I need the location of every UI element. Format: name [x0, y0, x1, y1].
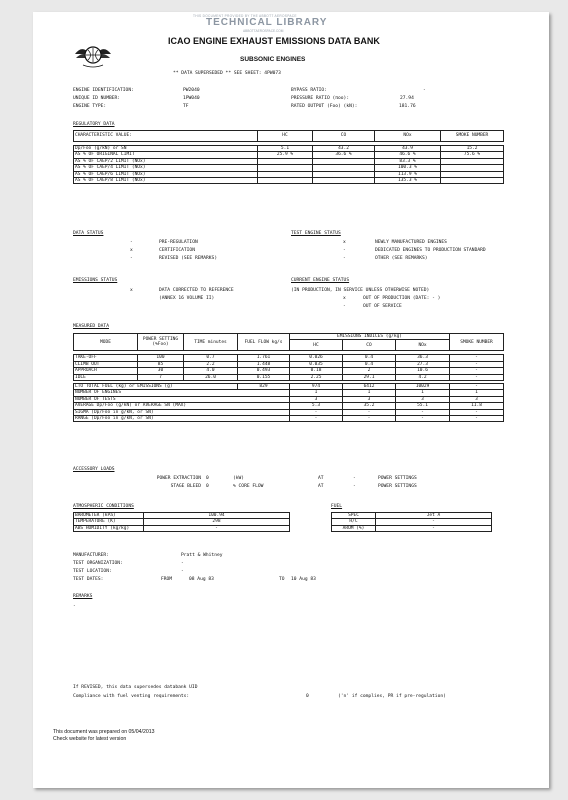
watermark-line1: THIS DOCUMENT PROVIDED BY THE ABBOTT AEROSPACE	[193, 14, 297, 18]
measured-value: 2.25	[290, 374, 343, 380]
summary-label: NUMBER OF ENGINES	[74, 390, 290, 396]
uid-label: UNIQUE ID NUMBER:	[73, 96, 121, 101]
measured-value: 85	[138, 361, 184, 367]
measured-mode: TAKE-OFF	[74, 355, 138, 361]
current-engine-status-heading: CURRENT ENGINE STATUS	[291, 278, 350, 283]
status-mark: x	[343, 296, 346, 301]
status-mark: x	[343, 240, 346, 245]
measured-header-smoke: SMOKE NUMBER	[450, 334, 504, 351]
measured-header-nox: NOx	[396, 340, 450, 351]
manufacturer-label: MANUFACTURER:	[73, 553, 109, 558]
fuel-value: -	[376, 525, 492, 531]
regulatory-value: 36.6 %	[313, 152, 375, 158]
manufacturer-value: Pratt & Whitney	[181, 553, 223, 558]
measured-value: 0.035	[290, 361, 343, 367]
test-location-value: -	[181, 569, 184, 574]
accessory-field: AT	[318, 484, 324, 489]
current-engine-status-line1: (IN PRODUCTION, IN SERVICE UNLESS OTHERWISE NOTED)	[291, 288, 430, 293]
measured-mode-rows	[74, 355, 504, 381]
rated-output-value: 181.76	[399, 104, 416, 109]
measured-value: 0.4	[343, 361, 396, 367]
superseded-sheet: 4PW073	[264, 71, 281, 76]
page-title: ICAO ENGINE EXHAUST EMISSIONS DATA BANK	[168, 36, 380, 46]
status-text: DEDICATED ENGINES TO PRODUCTION STANDARD	[375, 248, 486, 253]
measured-value: 2	[343, 368, 396, 374]
regulatory-header-co: CO	[313, 131, 375, 142]
regulatory-value: 43.9	[375, 146, 441, 152]
atmospheric-table	[73, 512, 290, 532]
test-engine-status-heading: TEST ENGINE STATUS	[291, 231, 341, 236]
summary-value: 55.1	[396, 403, 450, 409]
remarks-heading: REMARKS	[73, 594, 93, 599]
regulatory-header-hc: HC	[258, 131, 313, 142]
summary-value: -	[396, 409, 450, 415]
regulatory-heading: REGULATORY DATA	[73, 122, 115, 127]
atmospheric-label: BAROMETER (kPa)	[74, 513, 144, 519]
atmospheric-heading: ATMOSPHERIC CONDITIONS	[73, 504, 134, 509]
status-mark: -	[130, 256, 133, 261]
regulatory-characteristic: Dp/Foo (g/kN) or SN	[74, 146, 258, 152]
measured-value: 2.2	[184, 361, 238, 367]
status-text: OUT OF PRODUCTION (DATE: - )	[363, 296, 441, 301]
regulatory-value: 83.3 %	[375, 158, 441, 164]
accessory-heading: ACCESSORY LOADS	[73, 467, 115, 472]
test-dates-to-label: TO	[279, 577, 285, 582]
summary-label: SIGMA (Dp/Foo in g/kN, or SN)	[74, 409, 290, 415]
summary-value: 1	[396, 390, 450, 396]
measured-value: 0.026	[290, 355, 343, 361]
emissions-status-heading: EMISSIONS STATUS	[73, 278, 118, 283]
summary-value: 1	[450, 390, 504, 396]
regulatory-value	[258, 178, 313, 184]
summary-value: 11.8	[450, 403, 504, 409]
bypass-value: -	[423, 88, 426, 93]
measured-value: -	[450, 374, 504, 380]
measured-value: -	[450, 361, 504, 367]
regulatory-header-characteristic: CHARACTERISTIC VALUE:	[74, 131, 258, 142]
lto-total-fuel: 829	[238, 384, 290, 390]
accessory-field: -	[353, 476, 356, 481]
summary-value: -	[290, 409, 343, 415]
regulatory-value	[313, 178, 375, 184]
regulatory-value: 100.3 %	[375, 165, 441, 171]
measured-value: 4.2	[396, 374, 450, 380]
atmospheric-value: -	[144, 525, 290, 531]
measured-header-co: CO	[343, 340, 396, 351]
summary-value: 1	[343, 390, 396, 396]
summary-value: -	[343, 416, 396, 422]
regulatory-characteristic: AS % OF ORIGINAL LIMIT	[74, 152, 258, 158]
fuel-label: SPEC	[332, 513, 376, 519]
emissions-status-line2: (ANNEX 16 VOLUME II)	[159, 296, 215, 301]
compliance-label: Compliance with fuel venting requirements:	[73, 694, 190, 699]
pressure-ratio-label: PRESSURE RATIO (πoo):	[291, 96, 350, 101]
fuel-table	[331, 512, 492, 532]
accessory-field: -	[353, 484, 356, 489]
icao-logo	[73, 40, 113, 72]
watermark-line3: ABBOTTAEROSPACE.COM	[243, 29, 284, 33]
regulatory-header-smoke: SMOKE NUMBER	[441, 131, 504, 142]
summary-label: NUMBER OF TESTS	[74, 396, 290, 402]
lto-total-co: 6412	[343, 384, 396, 390]
accessory-field: (kW)	[233, 476, 245, 481]
measured-value: -	[450, 368, 504, 374]
regulatory-header-row	[74, 131, 504, 142]
fuel-label: AROM (%)	[332, 525, 376, 531]
regulatory-characteristic: AS % OF CAEP/4 LIMIT (NOx)	[74, 165, 258, 171]
summary-value: 3	[450, 396, 504, 402]
status-text: PRE-REGULATION	[159, 240, 198, 245]
summary-value: 3	[343, 396, 396, 402]
measured-value: 7	[138, 374, 184, 380]
test-dates-from-label: FROM	[161, 577, 173, 582]
atmospheric-label: ABS HUMIDITY (kg/kg)	[74, 525, 144, 531]
measured-value: 36.3	[396, 355, 450, 361]
summary-value: -	[290, 416, 343, 422]
regulatory-value: 135.3 %	[375, 178, 441, 184]
summary-value: 3	[396, 396, 450, 402]
status-text: CERTIFICATION	[159, 248, 195, 253]
measured-header-ei: EMISSIONS INDICES (g/kg)	[290, 334, 450, 340]
test-dates-to: 10 Aug 83	[291, 577, 316, 582]
regulatory-value: 15.2	[441, 146, 504, 152]
prepared-note: This document was prepared on 05/04/2013	[53, 729, 155, 735]
measured-value: 27.3	[396, 361, 450, 367]
regulatory-characteristic: AS % OF CAEP/2 LIMIT (NOx)	[74, 158, 258, 164]
regulatory-characteristic: AS % OF CAEP/8 LIMIT (NOx)	[74, 178, 258, 184]
status-mark: -	[130, 240, 133, 245]
status-text: OTHER (SEE REMARKS)	[375, 256, 428, 261]
regulatory-value: 75.6 %	[441, 152, 504, 158]
uid-value: 1PW040	[183, 96, 200, 101]
accessory-field: POWER SETTINGS	[378, 476, 417, 481]
measured-value: 100	[138, 355, 184, 361]
regulatory-value: 46.6 %	[375, 152, 441, 158]
fuel-row	[332, 525, 492, 531]
summary-label: AVERAGE Dp/Foo (g/kN) or AVERAGE SN (MAX)	[74, 403, 290, 409]
status-text: OUT OF SERVICE	[363, 304, 402, 309]
atmospheric-row	[74, 525, 290, 531]
test-dates-from: 08 Aug 83	[189, 577, 214, 582]
measured-value: 0.18	[290, 368, 343, 374]
fuel-heading: FUEL	[331, 504, 343, 509]
status-mark: x	[130, 248, 133, 253]
bypass-label: BYPASS RATIO:	[291, 88, 327, 93]
accessory-field: 0	[206, 484, 209, 489]
measured-value: 4.0	[184, 368, 238, 374]
regulatory-rows	[74, 146, 504, 184]
measured-header-mode: MODE	[74, 334, 138, 351]
status-mark: -	[343, 248, 346, 253]
page-subtitle: SUBSONIC ENGINES	[240, 56, 306, 63]
summary-label: RANGE (Dp/Foo in g/kN, or SN)	[74, 416, 290, 422]
revised-note: If REVISED, this data supersedes databank UID	[73, 685, 198, 690]
atmospheric-value: 298	[144, 519, 290, 525]
summary-value: 3	[290, 396, 343, 402]
measured-value: 0.493	[238, 368, 290, 374]
measured-value: 0.4	[343, 355, 396, 361]
regulatory-table	[73, 130, 504, 184]
status-text: REVISED (SEE REMARKS)	[159, 256, 218, 261]
fuel-value: -	[376, 519, 492, 525]
regulatory-characteristic: AS % OF CAEP/6 LIMIT (NOx)	[74, 171, 258, 177]
regulatory-value: 5.1	[258, 146, 313, 152]
superseded-note: ** DATA SUPERSEDED ** SEE SHEET: 4PW073	[173, 71, 281, 76]
measured-heading: MEASURED DATA	[73, 324, 109, 329]
measured-value: -	[450, 355, 504, 361]
regulatory-value: 113.9 %	[375, 171, 441, 177]
summary-value: 35.2	[343, 403, 396, 409]
regulatory-value: 25.9 %	[258, 152, 313, 158]
measured-value: 29.1	[343, 374, 396, 380]
accessory-field: POWER EXTRACTION	[156, 476, 201, 481]
lto-total-hc: 974	[290, 384, 343, 390]
measured-value: 1.761	[238, 355, 290, 361]
measured-header-time: TIME minutes	[184, 334, 238, 351]
accessory-field: AT	[318, 476, 324, 481]
atmospheric-value: 100.94	[144, 513, 290, 519]
measured-header-hc: HC	[290, 340, 343, 351]
accessory-field: 0	[206, 476, 209, 481]
engine-id-value: PW2040	[183, 88, 200, 93]
accessory-field: POWER SETTINGS	[378, 484, 417, 489]
summary-value: 5.3	[290, 403, 343, 409]
emissions-status-mark: x	[130, 288, 133, 293]
accessory-field: STAGE BLEED	[170, 484, 201, 489]
measured-value: 1.448	[238, 361, 290, 367]
test-org-value: -	[181, 561, 184, 566]
lto-total-nox: 10029	[396, 384, 450, 390]
lto-total-smoke: -	[450, 384, 504, 390]
measured-value: 0.155	[238, 374, 290, 380]
remarks-text: -	[73, 604, 76, 609]
emissions-status-line1: DATA CORRECTED TO REFERENCE	[159, 288, 234, 293]
measured-mode: IDLE	[74, 374, 138, 380]
test-dates-label: TEST DATES:	[73, 577, 104, 582]
measured-value: 10.6	[396, 368, 450, 374]
regulatory-header-nox: NOx	[375, 131, 441, 142]
check-website-note: Check website for latest version	[53, 736, 127, 742]
fuel-value: Jet A	[376, 513, 492, 519]
rated-output-label: RATED OUTPUT (Foo) (kN):	[291, 104, 358, 109]
pressure-ratio-value: 27.94	[400, 96, 414, 101]
compliance-value: 0	[306, 694, 309, 699]
measured-value: 26.0	[184, 374, 238, 380]
engine-type-value: TF	[183, 104, 189, 109]
status-text: NEWLY MANUFACTURED ENGINES	[375, 240, 447, 245]
measured-table	[73, 333, 504, 422]
measured-mode: APPROACH	[74, 368, 138, 374]
watermark-title: TECHNICAL LIBRARY	[206, 17, 328, 28]
measured-header-fuel: FUEL FLOW kg/s	[238, 334, 290, 351]
summary-value: -	[450, 416, 504, 422]
summary-value: 1	[290, 390, 343, 396]
measured-value: 30	[138, 368, 184, 374]
fuel-label: H/C	[332, 519, 376, 525]
status-mark: -	[343, 256, 346, 261]
measured-header-power: POWER SETTING (%Foo)	[138, 334, 184, 351]
regulatory-value: 43.2	[313, 146, 375, 152]
test-org-label: TEST ORGANIZATION:	[73, 561, 123, 566]
summary-value: -	[450, 409, 504, 415]
engine-id-label: ENGINE IDENTIFICATION:	[73, 88, 134, 93]
engine-type-label: ENGINE TYPE:	[73, 104, 107, 109]
atmospheric-label: TEMPERATURE (K)	[74, 519, 144, 525]
measured-summary-rows	[74, 390, 504, 422]
summary-value: -	[343, 409, 396, 415]
summary-value: -	[396, 416, 450, 422]
lto-total-label: LTO TOTAL FUEL (kg) or EMISSIONS (g)	[74, 384, 238, 390]
measured-mode: CLIMB OUT	[74, 361, 138, 367]
measured-summary-row	[74, 416, 504, 422]
accessory-field: % CORE FLOW	[233, 484, 264, 489]
measured-value: 0.7	[184, 355, 238, 361]
status-mark: -	[343, 304, 346, 309]
datasheet-page	[33, 12, 549, 788]
regulatory-row	[74, 178, 504, 184]
compliance-note: ('n' if complies, PR if pre-regulation)	[338, 694, 446, 699]
regulatory-value	[441, 178, 504, 184]
test-location-label: TEST LOCATION:	[73, 569, 112, 574]
data-status-heading: DATA STATUS	[73, 231, 104, 236]
